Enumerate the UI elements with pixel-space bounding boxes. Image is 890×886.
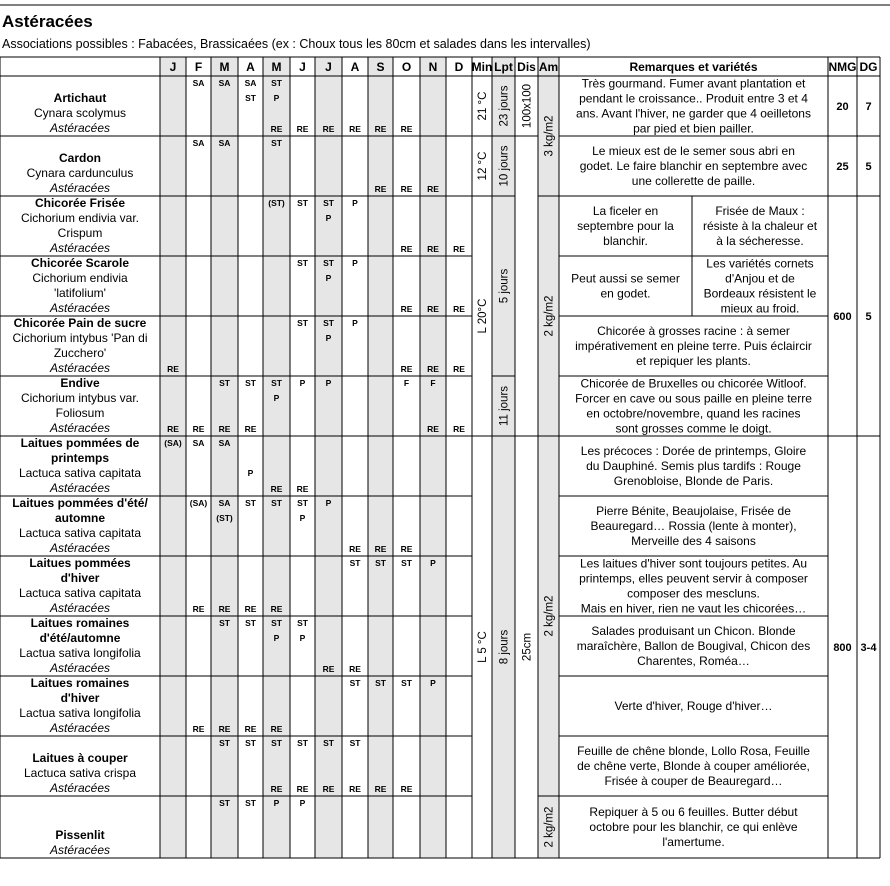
month-code: RE xyxy=(270,724,283,734)
month-code: ST xyxy=(297,498,308,508)
month-code: RE xyxy=(296,784,309,794)
remark-text: Le mieux est de le semer sous abri en xyxy=(592,144,795,158)
remark-text: et repiquer les plants. xyxy=(636,354,751,368)
remark-text: une collerette de paille. xyxy=(631,174,756,188)
crop-name: Artichaut xyxy=(53,91,107,105)
month-code: RE xyxy=(349,784,361,794)
crop-family: Astéracées xyxy=(49,421,111,435)
remark-text: Frisée de Maux : xyxy=(715,204,805,218)
month-code: SA xyxy=(218,78,231,88)
month-code: RE xyxy=(296,124,309,134)
nmg-value: 800 xyxy=(833,642,852,654)
month-code: RE xyxy=(400,304,413,314)
month-code: P xyxy=(352,198,358,208)
remark-text: ans. Avant l'hiver, ne garder que 4 oeilletons xyxy=(576,106,811,121)
remark-text: pendant le croissance.. Produit entre 3 et 4 xyxy=(579,91,808,106)
dg-value: 7 xyxy=(865,101,872,113)
nmg-value: 25 xyxy=(836,161,849,173)
remark-text: Peut aussi se semer xyxy=(571,271,680,286)
month-header: F xyxy=(194,60,203,74)
month-code: F xyxy=(430,378,436,388)
remark-text: octobre pour les blanchir, ce qui enlève xyxy=(589,820,798,834)
month-code: P xyxy=(273,93,280,103)
month-header: A xyxy=(246,60,255,74)
remark-text: Bordeaux résistent le xyxy=(703,286,817,301)
crop-latin-name: Cichorium endivia var. xyxy=(20,211,140,225)
month-code: P xyxy=(299,633,306,643)
month-code: RE xyxy=(427,304,439,314)
month-code: RE xyxy=(427,184,439,194)
remark-text: Mais en hiver, rien ne vaut les chicorées… xyxy=(580,601,807,616)
am-header: Am xyxy=(538,60,559,74)
month-code: ST xyxy=(401,678,412,688)
crop-family: Astéracées xyxy=(49,481,111,495)
crop-name: Laitues pommées xyxy=(29,556,131,570)
page-subtitle: Associations possibles : Fabacées, Brassicaées (ex : Choux tous les 80cm et salades dans les intervalles) xyxy=(2,37,591,51)
crop-latin-name: Foliosum xyxy=(55,406,105,420)
month-code: (ST) xyxy=(216,513,233,523)
month-code: RE xyxy=(270,784,283,794)
crop-name: Chicorée Scarole xyxy=(30,256,130,270)
crop-family: Astéracées xyxy=(49,843,111,857)
month-code: ST xyxy=(219,798,230,808)
crop-name: Cardon xyxy=(59,151,101,165)
crop-latin-name: Lactua sativa longifolia xyxy=(19,646,141,660)
month-code: ST xyxy=(297,318,308,328)
month-code: RE xyxy=(400,244,413,254)
month-code: ST xyxy=(401,558,412,568)
month-code: P xyxy=(325,273,332,283)
crop-name: d'hiver xyxy=(60,571,100,585)
month-code: ST xyxy=(245,498,256,508)
month-code: ST xyxy=(323,258,334,268)
month-code: P xyxy=(273,798,280,808)
germination-days: 5 jours xyxy=(498,268,511,304)
month-code: RE xyxy=(453,304,465,314)
crop-name: Laitues pommées d'été/ xyxy=(12,496,148,510)
grey-column-band xyxy=(420,57,446,858)
month-header: J xyxy=(325,60,332,74)
month-header: S xyxy=(376,60,385,74)
crop-latin-name: Lactuca sativa crispa xyxy=(23,766,137,780)
remark-text: maraîchère, Ballon de Bougival, Chicon des xyxy=(576,639,811,653)
month-code: ST xyxy=(219,378,230,388)
remark-text: Grenobloise, Blonde de Paris. xyxy=(613,474,774,488)
month-code: F xyxy=(403,378,410,388)
month-code: P xyxy=(325,213,332,223)
remark-text: Merveille des 4 saisons xyxy=(631,534,756,548)
month-code: ST xyxy=(271,738,282,748)
month-code: RE xyxy=(192,604,205,614)
crop-family: Astéracées xyxy=(49,121,111,135)
month-code: RE xyxy=(349,664,361,674)
remark-text: Verte d'hiver, Rouge d'hiver… xyxy=(614,699,773,713)
month-code: P xyxy=(352,258,358,268)
remark-text: à la sécheresse. xyxy=(716,234,804,248)
dg-value: 5 xyxy=(865,161,872,173)
min-temperature: L 20°C xyxy=(477,298,489,334)
spacing: 100x100 xyxy=(521,83,534,129)
month-code: RE xyxy=(453,364,465,374)
month-code: ST xyxy=(349,558,361,568)
min-header: Min xyxy=(471,60,493,74)
crop-name: Laitues romaines xyxy=(30,676,130,690)
crop-family: Astéracées xyxy=(49,781,111,795)
month-code: RE xyxy=(349,544,361,554)
month-code: (SA) xyxy=(189,498,208,508)
remark-text: composer des mescluns. xyxy=(627,586,760,601)
month-code: RE xyxy=(218,424,231,434)
remark-text: résiste à la chaleur et xyxy=(702,219,818,233)
month-code: RE xyxy=(453,244,465,254)
month-code: ST xyxy=(271,378,282,388)
remark-text: Chicorée à grosses racine : à semer xyxy=(597,324,790,338)
month-code: RE xyxy=(244,604,257,614)
month-header: A xyxy=(350,60,360,74)
remark-text: Charentes, Roméa… xyxy=(637,654,750,668)
month-code: P xyxy=(352,318,358,328)
crop-latin-name: Lactuca sativa capitata xyxy=(18,586,142,600)
month-code: ST xyxy=(245,798,256,808)
month-code: SA xyxy=(218,438,231,448)
yield: 3 kg/m2 xyxy=(543,115,556,157)
remark-text: Forcer en cave ou sous paille en pleine terre xyxy=(575,391,812,406)
month-code: ST xyxy=(271,78,282,88)
month-code: RE xyxy=(322,124,335,134)
crop-name: Laitues pommées de xyxy=(20,436,140,450)
remark-text: Feuille de chêne blonde, Lollo Rosa, Feuille xyxy=(577,744,810,758)
min-temperature: 21 °C xyxy=(477,91,489,121)
remark-text: d'Anjou et de xyxy=(725,271,795,286)
grey-column-band xyxy=(368,57,393,858)
month-code: RE xyxy=(400,784,413,794)
dg-value: 5 xyxy=(865,311,872,323)
month-code: RE xyxy=(270,484,283,494)
month-code: RE xyxy=(244,724,257,734)
remark-text: par pied et bien pailler. xyxy=(633,121,754,136)
month-header: J xyxy=(299,60,306,74)
crop-name: Chicorée Frisée xyxy=(34,196,126,210)
month-code: ST xyxy=(271,618,282,628)
crop-family: Astéracées xyxy=(49,721,111,735)
crop-latin-name: Cichorium intybus var. xyxy=(20,391,140,405)
nmg-header: NMG xyxy=(828,60,857,74)
remark-text: du Dauphiné. Semis plus tardifs : Rouge xyxy=(586,459,801,473)
month-code: SA xyxy=(192,138,205,148)
month-code: RE xyxy=(453,424,465,434)
crop-latin-name: Crispum xyxy=(57,226,103,240)
month-code: RE xyxy=(374,544,387,554)
crop-family: Astéracées xyxy=(49,661,111,675)
month-header: N xyxy=(428,60,438,74)
crop-latin-name: 'latifolium' xyxy=(54,286,106,300)
crop-name: d'été/automne xyxy=(39,631,121,645)
month-code: RE xyxy=(167,364,179,374)
crop-name: d'hiver xyxy=(60,691,100,705)
remark-text: impérativement en pleine terre. Puis éclaircir xyxy=(575,339,812,353)
dg-header: DG xyxy=(859,60,878,74)
remark-text: mieux au froid. xyxy=(720,301,800,316)
month-code: ST xyxy=(349,678,361,688)
remark-text: Repiquer à 5 ou 6 feuilles. Butter début xyxy=(589,805,798,819)
month-code: SA xyxy=(192,78,205,88)
month-code: RE xyxy=(349,124,361,134)
month-code: P xyxy=(299,798,306,808)
dg-value: 3-4 xyxy=(860,642,877,654)
month-header: D xyxy=(454,60,464,74)
month-code: P xyxy=(273,633,280,643)
month-code: ST xyxy=(245,618,256,628)
month-header: M xyxy=(271,60,282,74)
yield: 2 kg/m2 xyxy=(543,295,556,337)
crop-family: Astéracées xyxy=(49,301,111,315)
remark-text: Chicorée de Bruxelles ou chicorée Witloof. xyxy=(580,376,807,391)
month-code: RE xyxy=(192,424,205,434)
remark-text: Les laitues d'hiver sont toujours petites. Au xyxy=(579,556,808,571)
month-code: RE xyxy=(400,124,413,134)
month-code: RE xyxy=(427,244,439,254)
crop-latin-name: Cichorium endivia xyxy=(32,271,128,285)
min-temperature: 12 °C xyxy=(477,151,489,181)
month-code: ST xyxy=(271,138,282,148)
month-code: P xyxy=(247,468,254,478)
month-code: P xyxy=(299,378,306,388)
month-code: ST xyxy=(219,618,230,628)
remark-text: Les variétés cornets xyxy=(706,256,814,271)
month-code: RE xyxy=(427,364,439,374)
crop-family: Astéracées xyxy=(49,361,111,375)
month-code: ST xyxy=(349,738,361,748)
crop-latin-name: Zucchero' xyxy=(53,346,107,360)
month-code: SA xyxy=(218,138,231,148)
nmg-value: 20 xyxy=(836,101,849,113)
dis-header: Dis xyxy=(517,60,536,74)
remark-text: godet. Le faire blanchir en septembre avec xyxy=(579,159,808,173)
remark-text: La ficeler en xyxy=(592,204,659,218)
nmg-value: 600 xyxy=(833,311,852,323)
month-code: P xyxy=(325,498,332,508)
month-header: M xyxy=(219,60,230,74)
remark-text: Pierre Bénite, Beaujolaise, Frisée de xyxy=(596,504,791,518)
month-code: ST xyxy=(297,738,308,748)
month-code: ST xyxy=(271,498,282,508)
month-code: RE xyxy=(322,664,335,674)
month-code: ST xyxy=(323,738,334,748)
remark-text: Frisée à couper de Beauregard… xyxy=(604,774,783,788)
crop-family: Astéracées xyxy=(49,241,111,255)
page-title: Astéracées xyxy=(2,12,93,31)
month-code: SA xyxy=(192,438,205,448)
month-code: RE xyxy=(322,784,335,794)
month-code: SA xyxy=(244,78,257,88)
month-code: RE xyxy=(192,724,205,734)
crop-name: Chicorée Pain de sucre xyxy=(13,316,147,330)
remark-text: en godet. xyxy=(600,286,651,301)
germination-days: 8 jours xyxy=(498,629,511,665)
min-temperature: L 5 °C xyxy=(477,631,489,663)
remark-text: blanchir. xyxy=(603,234,648,248)
month-code: RE xyxy=(400,184,413,194)
month-code: ST xyxy=(375,678,386,688)
crop-latin-name: Lactuca sativa capitata xyxy=(18,526,142,540)
crop-name: Laitues romaines xyxy=(30,616,130,630)
month-code: RE xyxy=(374,184,387,194)
grey-column-band xyxy=(160,57,186,858)
remark-text: Salades produisant un Chicon. Blonde xyxy=(591,624,796,638)
month-code: P xyxy=(325,378,332,388)
month-code: ST xyxy=(297,198,308,208)
month-header: J xyxy=(169,60,177,74)
month-code: ST xyxy=(375,558,386,568)
yield: 2 kg/m2 xyxy=(543,806,556,848)
month-code: RE xyxy=(218,724,231,734)
remark-text: septembre pour la xyxy=(577,219,674,233)
month-code: P xyxy=(430,678,436,688)
month-code: RE xyxy=(374,124,387,134)
crop-latin-name: Cynara cardunculus xyxy=(26,166,134,180)
month-code: RE xyxy=(400,544,413,554)
month-code: RE xyxy=(296,484,309,494)
month-header: O xyxy=(401,60,412,74)
month-code: ST xyxy=(323,198,334,208)
remark-text: Très gourmand. Fumer avant plantation et xyxy=(581,76,806,91)
crop-latin-name: Cichorium intybus 'Pan di xyxy=(12,331,148,345)
crop-family: Astéracées xyxy=(49,601,111,615)
month-code: RE xyxy=(270,124,283,134)
month-code: RE xyxy=(167,424,179,434)
month-code: P xyxy=(273,393,280,403)
spacing: 25cm xyxy=(521,632,534,662)
month-code: RE xyxy=(427,424,439,434)
month-code: (SA) xyxy=(164,438,182,448)
lpt-header: Lpt xyxy=(494,60,513,74)
crop-family: Astéracées xyxy=(49,181,111,195)
crop-name: Endive xyxy=(60,376,100,390)
month-code: ST xyxy=(245,93,256,103)
crop-latin-name: Cynara scolymus xyxy=(33,106,127,120)
month-code: ST xyxy=(297,258,308,268)
remark-text: de chêne verte, Blonde à couper améliorée, xyxy=(577,759,810,773)
month-code: ST xyxy=(219,738,230,748)
grey-column-band xyxy=(538,57,559,858)
remark-text: printemps, elles peuvent servir à composer xyxy=(579,571,808,586)
month-code: P xyxy=(325,333,332,343)
month-code: ST xyxy=(245,378,256,388)
crop-name: printemps xyxy=(50,451,110,465)
remarks-header: Remarques et variétés xyxy=(629,60,758,74)
month-code: P xyxy=(299,513,306,523)
remark-text: en octobre/novembre, quand les racines xyxy=(586,406,801,421)
remark-text: Beauregard… Rossia (lente à monter), xyxy=(590,519,797,533)
crop-name: automne xyxy=(54,511,106,525)
crop-name: Pissenlit xyxy=(55,828,105,842)
month-code: RE xyxy=(400,364,413,374)
month-code: RE xyxy=(218,604,231,614)
germination-days: 23 jours xyxy=(498,85,511,127)
month-code: RE xyxy=(244,424,257,434)
month-code: (ST) xyxy=(268,198,285,208)
month-code: SA xyxy=(218,498,231,508)
remark-text: l'amertume. xyxy=(662,835,725,849)
month-code: ST xyxy=(245,738,256,748)
month-code: RE xyxy=(374,784,387,794)
month-code: RE xyxy=(270,604,283,614)
crop-name: Laitues à couper xyxy=(32,751,128,765)
yield: 2 kg/m2 xyxy=(543,595,556,637)
remark-text: sont grosses comme le doigt. xyxy=(615,421,772,436)
crop-latin-name: Lactua sativa longifolia xyxy=(19,706,141,720)
germination-days: 11 jours xyxy=(498,385,511,427)
month-code: P xyxy=(430,558,436,568)
remark-text: Les précoces : Dorée de printemps, Gloire xyxy=(580,444,807,458)
crop-latin-name: Lactuca sativa capitata xyxy=(18,466,142,480)
month-code: ST xyxy=(323,318,334,328)
crop-family: Astéracées xyxy=(49,541,111,555)
month-code: ST xyxy=(297,618,308,628)
germination-days: 10 jours xyxy=(498,145,511,187)
